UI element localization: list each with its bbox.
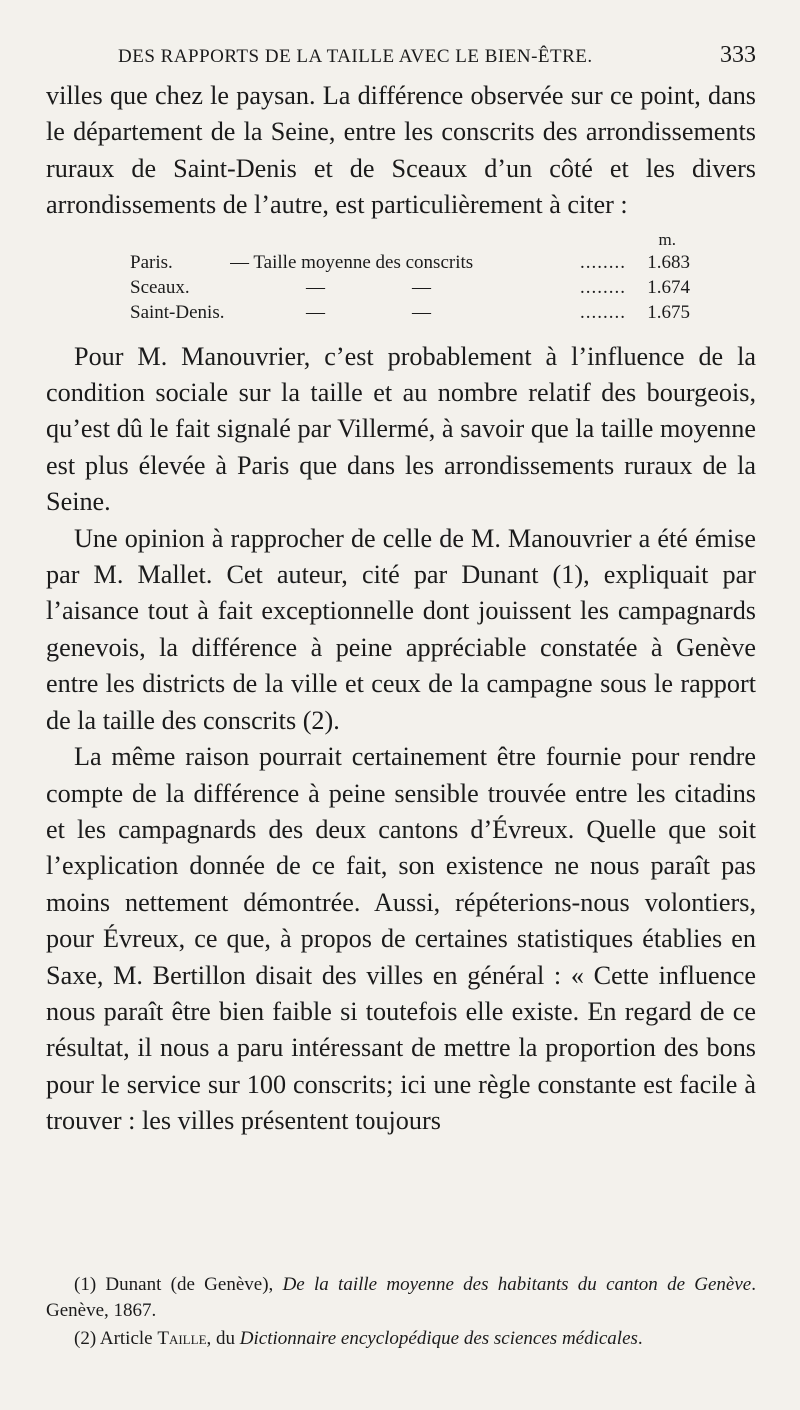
table-row [130,275,690,300]
footnote-2 [46,1326,756,1352]
paragraph-3: Une opinion à rapprocher de celle de M. Manouvrier a été émise par M. Mallet. Cet auteur, cité par Dunant (1), expliquait par l’aisance tout à fait exceptionnelle dont jouissent les campagnards genevois, la différence à peine appréciable constatée à Genève entre les districts de la ville et ceux de la campagne sous le rapport de la taille des conscrits (2). [46,523,756,735]
row-value: 1.675 [647,301,690,323]
footnote-1-suffix: . Genève, 1867. [46,1274,756,1321]
ditto-mark: — [412,301,431,323]
footnote-2-prefix: (2) Article [74,1328,158,1349]
table-row [130,250,690,275]
height-table [130,230,690,325]
row-city: Saint-Denis. [130,301,225,323]
unit-label: m. [658,229,676,249]
footnote-1 [46,1272,756,1324]
footnote-2-mid: , du [206,1328,240,1349]
row-value: 1.683 [647,251,690,273]
table-row [130,300,690,325]
ditto-mark: — [412,276,431,298]
row-city: Sceaux. [130,276,190,298]
footnote-1-title: De la taille moyenne des habitants du canton de Genève [282,1274,752,1295]
paragraph-1: villes que chez le paysan. La différence observée sur ce point, dans le département de la Seine, entre les conscrits des arrondissements ruraux de Saint-Denis et de Sceaux d’un côté et les divers arrondissements de l’autre, est particulièrement à citer : [46,81,756,220]
running-header [118,42,756,69]
row-label [230,300,536,325]
footnote-1-prefix: (1) Dunant (de Genève), [74,1274,283,1295]
running-title: DES RAPPORTS DE LA TAILLE AVEC LE BIEN-ÊTRE. [118,46,593,67]
row-dots: ........ [580,276,626,298]
row-label [230,275,536,300]
footnote-2-title: Dictionnaire encyclopédique des sciences médicales [239,1328,638,1349]
footnotes [46,1272,756,1354]
footnote-2-article: Taille [157,1328,207,1349]
paragraph-4: La même raison pourrait certainement être fournie pour rendre compte de la différence à peine sensible trouvée entre les citadins et les campagnards des deux cantons d’Évreux. Quelle que soit l’explication donnée de ce fait, son existence ne nous paraît pas moins nettement démontrée. Aussi, répéterions-nous volontiers, pour Évreux, ce que, à propos de certaines statistiques établies en Saxe, M. Bertillon disait des villes en général : « Cette influence nous paraît être bien faible si toutefois elle existe. En regard de ce résultat, il nous a paru intéressant de mettre la proportion des bons pour le service sur 100 conscrits; ici une règle constante est facile à trouver : les villes présentent toujours [46,742,756,1136]
row-city: Paris. [130,251,173,273]
paragraph-2: Pour M. Manouvrier, c’est probablement à l’influence de la condition sociale sur la taille et au nombre relatif des bourgeois, qu’est dû le fait signalé par Villermé, à savoir que la taille moyenne est plus élevée à Paris que dans les arrondissements ruraux de la Seine. [46,341,756,517]
row-dots: ........ [580,251,626,273]
row-dots: ........ [580,301,626,323]
body-text [46,78,756,1140]
ditto-mark: — [306,276,325,298]
page-number: 333 [720,42,756,68]
footnote-2-suffix: . [637,1328,643,1349]
ditto-mark: — [306,301,325,323]
row-value: 1.674 [647,276,690,298]
row-label: — Taille moyenne des conscrits [230,251,474,273]
